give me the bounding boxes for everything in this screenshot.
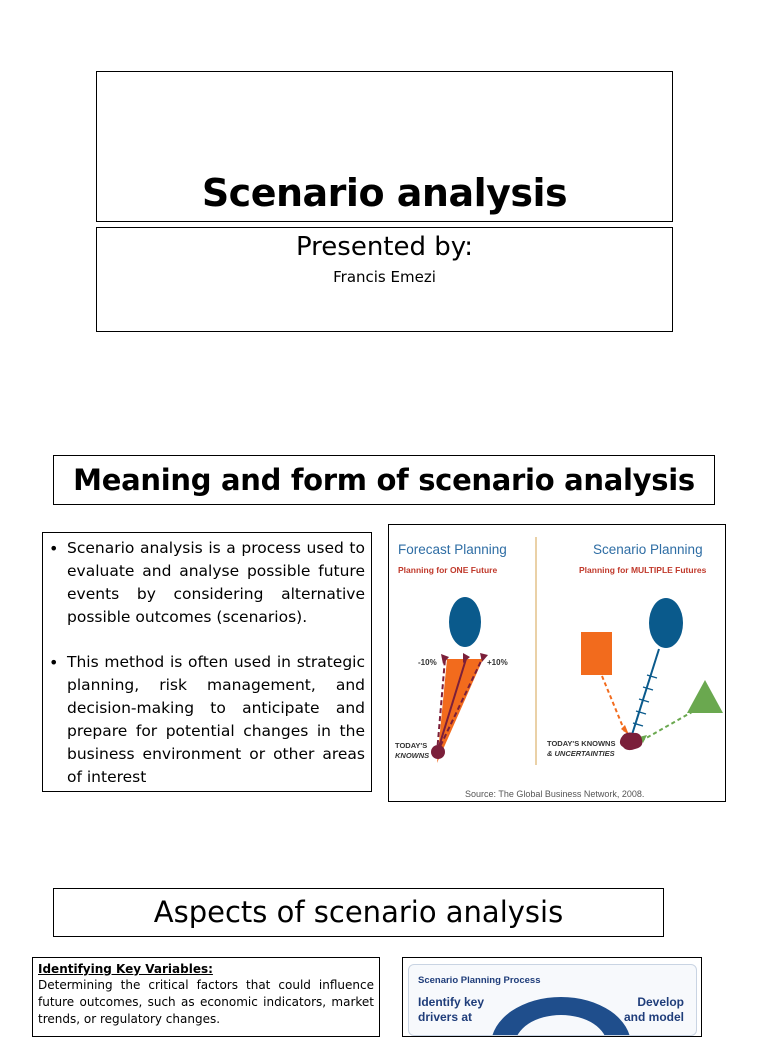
left-subtitle: Planning for ONE Future	[398, 565, 498, 575]
right-knowns-blob	[620, 733, 642, 751]
presented-by-label: Presented by:	[295, 232, 474, 262]
slide-title: Scenario analysis	[201, 171, 568, 215]
green-scenario-triangle	[687, 680, 723, 713]
process-panel	[408, 964, 697, 1036]
meaning-bullets-box	[42, 532, 372, 792]
process-left-line-2: drivers at	[418, 1010, 473, 1024]
orange-connector	[602, 676, 625, 732]
left-future-circle	[449, 597, 481, 647]
right-title: Scenario Planning	[593, 542, 703, 557]
minus-label: -10%	[418, 658, 437, 667]
left-title: Forecast Planning	[398, 542, 507, 557]
right-future-circle	[649, 598, 683, 648]
bullet-item: • Scenario analysis is a process used to evaluate and analyse possible future events by considering alternative possible outcomes (scenarios).	[67, 537, 365, 629]
forecast-vs-scenario-figure	[388, 524, 726, 802]
left-base-label-2: KNOWNS	[395, 751, 430, 760]
bullet-item: • This method is often used in strategic planning, risk management, and decision-making to anticipate and prepare for potential changes in the business environment or other areas of interest	[67, 651, 365, 789]
key-variables-box	[32, 957, 380, 1037]
right-base-label-1: TODAY'S KNOWNS	[547, 739, 616, 748]
right-base-label-2: & UNCERTAINTIES	[547, 749, 615, 758]
meaning-heading: Meaning and form of scenario analysis	[73, 463, 695, 497]
process-ring	[409, 965, 697, 1036]
right-subtitle: Planning for MULTIPLE Futures	[579, 565, 707, 575]
presenter-box	[96, 227, 673, 332]
key-variables-text: Determining the critical factors that could influence future outcomes, such as economic indicators, market trends, or regulatory changes.	[38, 978, 374, 1026]
left-knowns-dot	[431, 745, 445, 759]
presenter-name: Francis Emezi	[333, 268, 436, 286]
left-base-label-1: TODAY'S	[395, 741, 428, 750]
title-box	[96, 71, 673, 222]
meaning-heading-box	[53, 455, 715, 505]
process-title: Scenario Planning Process	[418, 975, 541, 986]
process-right-line-2: and model	[623, 1010, 684, 1024]
aspects-heading-box	[53, 888, 664, 937]
process-left-line-1: Identify key	[418, 995, 485, 1009]
green-connector	[641, 712, 692, 741]
process-right-line-1: Develop	[637, 995, 684, 1009]
planning-diagram	[389, 525, 725, 801]
aspects-heading: Aspects of scenario analysis	[153, 895, 564, 929]
figure-source: Source: The Global Business Network, 2008.	[465, 789, 645, 799]
blue-connector	[630, 649, 659, 741]
forecast-cone	[437, 659, 483, 763]
bullet-list	[49, 537, 365, 789]
orange-scenario-square	[581, 632, 612, 675]
scenario-process-figure	[402, 957, 702, 1037]
plus-label: +10%	[487, 658, 508, 667]
key-variables-heading: Identifying Key Variables:	[38, 962, 213, 976]
